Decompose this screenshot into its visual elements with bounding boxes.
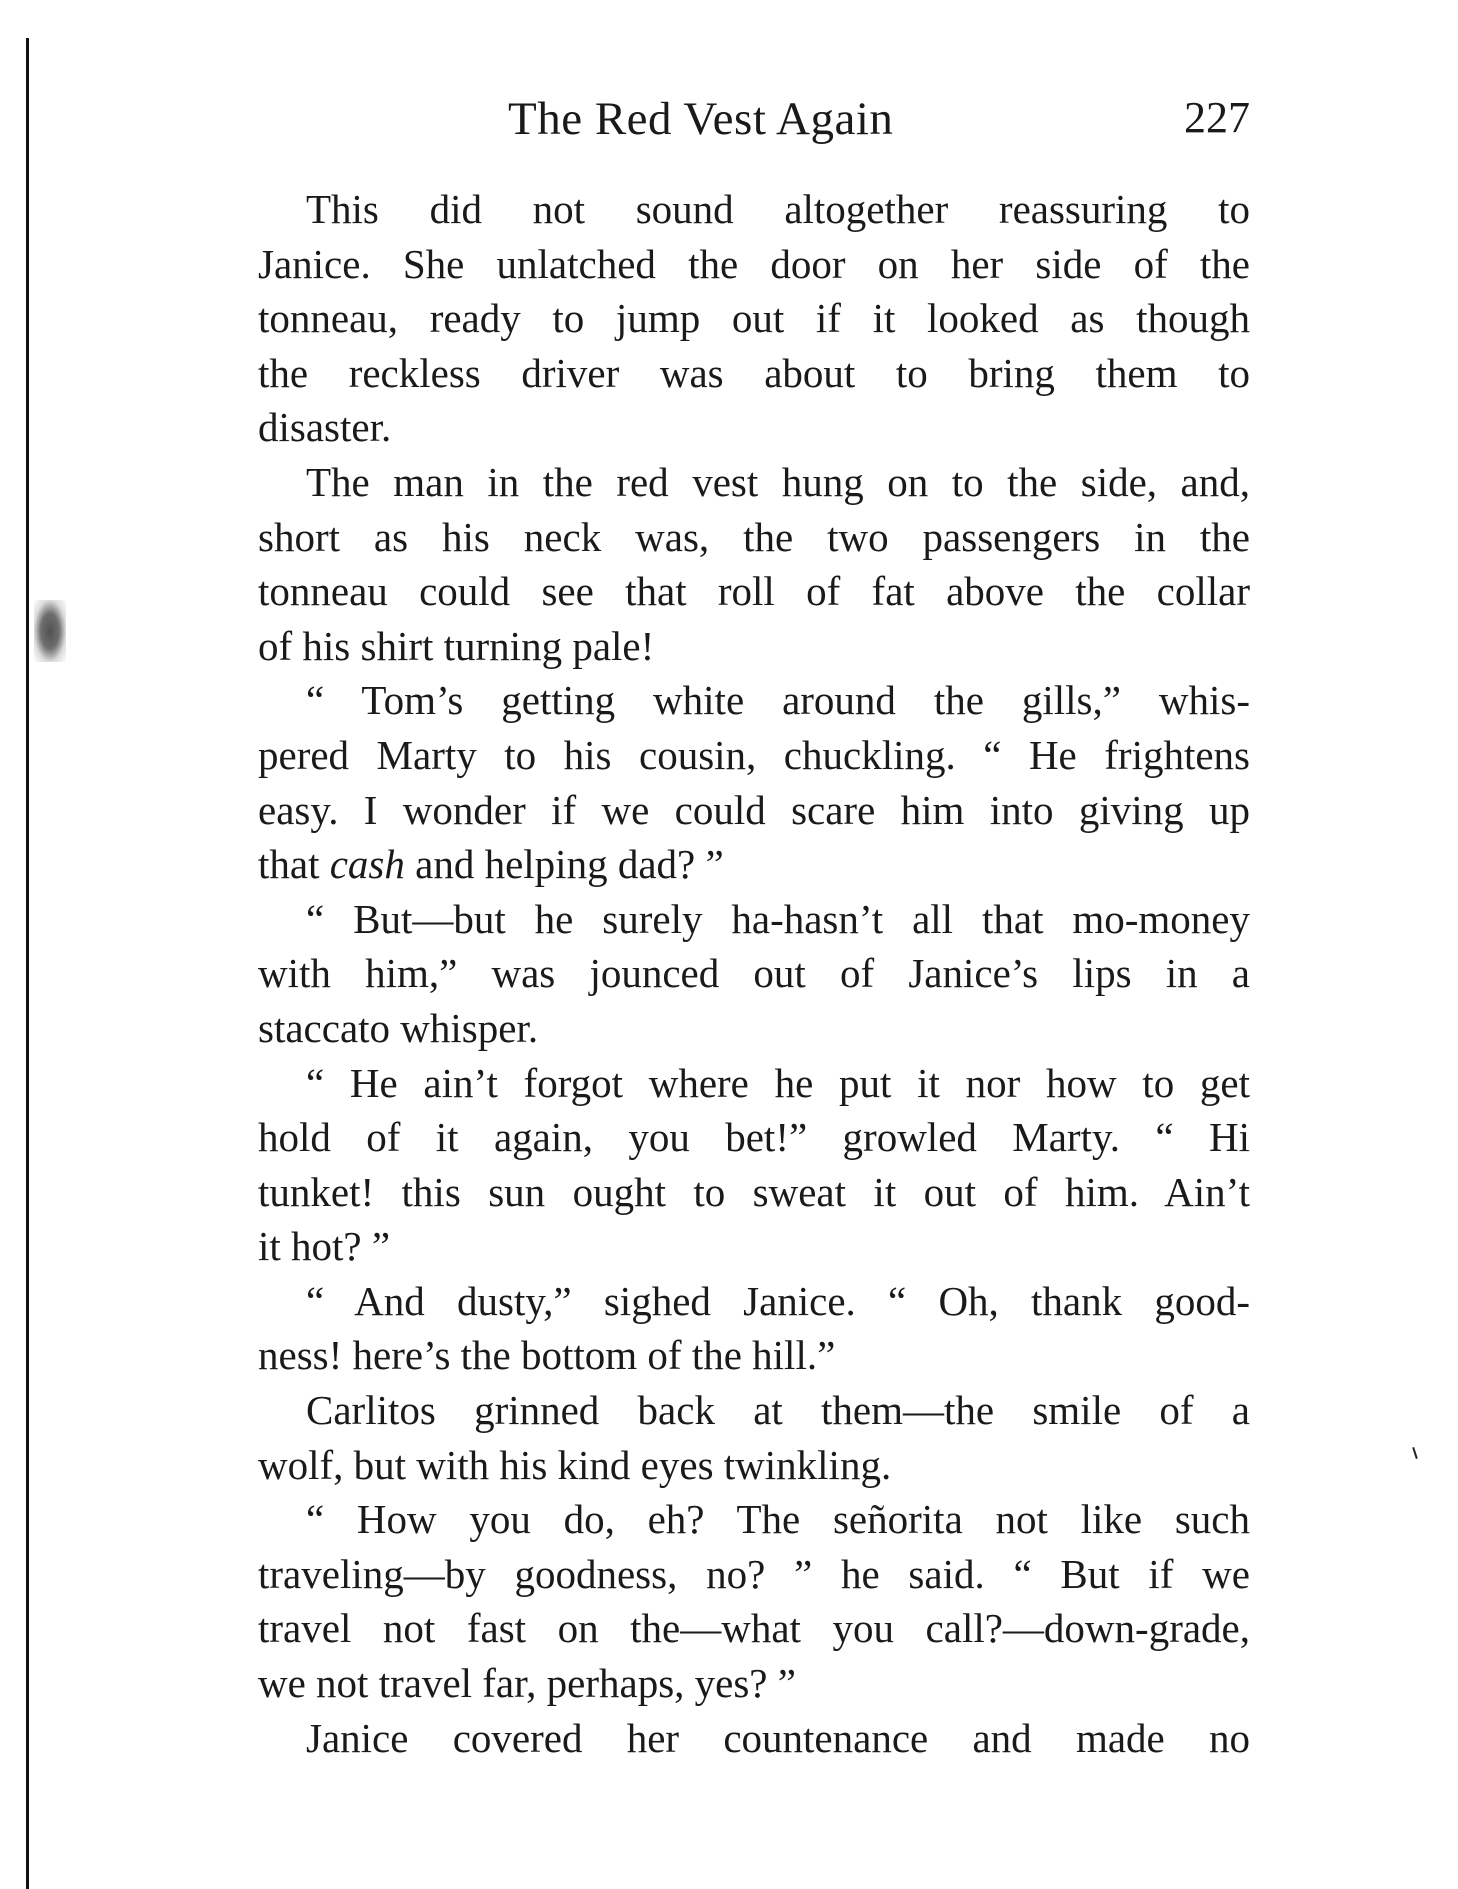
text-line: travel not fast on the—what you call?—down-grade, xyxy=(258,1605,1250,1652)
text-line: ness! here’s the bottom of the hill.” xyxy=(258,1332,836,1379)
text-line: Carlitos grinned back at them—the smile of a xyxy=(306,1387,1250,1434)
text-line: with him,” was jounced out of Janice’s lips in a xyxy=(258,950,1250,997)
scan-stray-mark xyxy=(1412,1447,1418,1459)
running-title: The Red Vest Again xyxy=(508,93,894,145)
text-line: This did not sound altogether reassuring to xyxy=(306,186,1250,232)
scan-smudge xyxy=(34,600,66,662)
body-text xyxy=(258,182,1250,1765)
text-line: tonneau, ready to jump out if it looked as though xyxy=(258,295,1250,342)
text-line: we not travel far, perhaps, yes? ” xyxy=(258,1660,796,1707)
text-line: staccato whisper. xyxy=(258,1004,539,1051)
text-line: short as his neck was, the two passengers in the xyxy=(258,513,1250,560)
text-line: disaster. xyxy=(258,404,392,451)
text-line: the reckless driver was about to bring them to xyxy=(258,349,1250,396)
text-line: traveling—by goodness, no? ” he said. “ But if we xyxy=(258,1550,1250,1597)
text-line: tonneau could see that roll of fat above the collar xyxy=(258,568,1250,615)
text-line: of his shirt turning pale! xyxy=(258,622,655,669)
page-binding-edge xyxy=(26,38,29,1889)
text-line: it hot? ” xyxy=(258,1223,391,1270)
text-line: Janice. She unlatched the door on her side of the xyxy=(258,240,1250,287)
text-line: Janice covered her countenance and made no xyxy=(306,1714,1250,1761)
text-line: “ But—but he surely ha-hasn’t all that mo-money xyxy=(306,895,1250,942)
text-line: The man in the red vest hung on to the side, and, xyxy=(306,458,1250,505)
text-line: pered Marty to his cousin, chuckling. “ He frightens xyxy=(258,731,1250,778)
text-line: easy. I wonder if we could scare him into giving up xyxy=(258,786,1250,833)
text-line: tunket! this sun ought to sweat it out of him. Ain’t xyxy=(258,1168,1250,1215)
text-line: hold of it again, you bet!” growled Marty. “ Hi xyxy=(258,1114,1250,1161)
text-line: “ He ain’t forgot where he put it nor how to get xyxy=(306,1059,1250,1106)
text-line: that cash and helping dad? ” xyxy=(258,841,724,888)
text-line: “ And dusty,” sighed Janice. “ Oh, thank good- xyxy=(306,1277,1250,1324)
page-header xyxy=(258,92,1250,152)
page-number: 227 xyxy=(1184,93,1250,142)
text-line: wolf, but with his kind eyes twinkling. xyxy=(258,1441,892,1488)
text-line: “ How you do, eh? The señorita not like such xyxy=(306,1496,1250,1543)
text-line: “ Tom’s getting white around the gills,” whis- xyxy=(306,677,1250,724)
